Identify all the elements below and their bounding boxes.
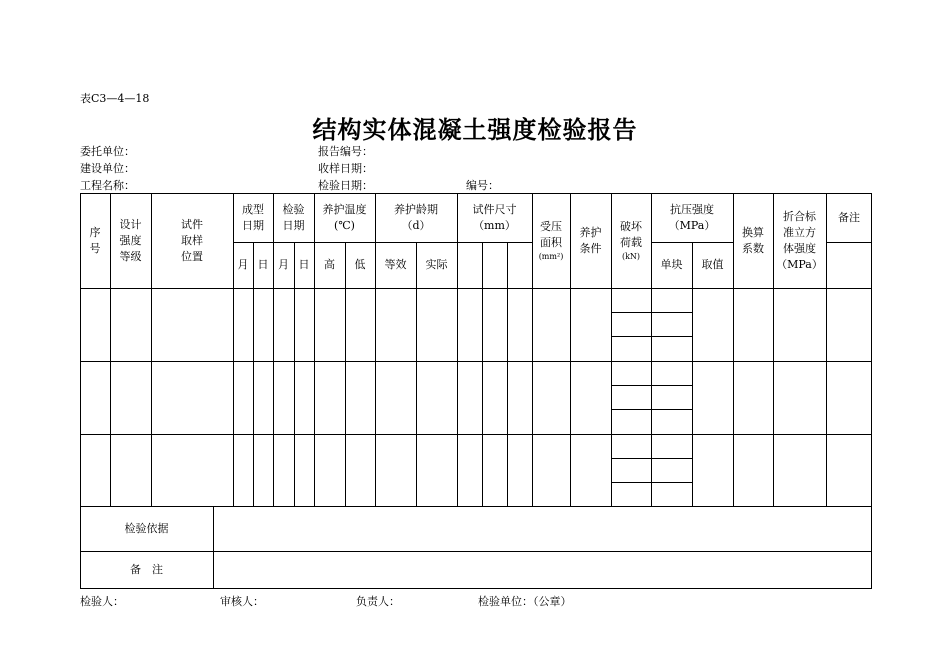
builder-label: 建设单位：	[80, 162, 135, 175]
header-remark: 备注	[838, 210, 860, 224]
header-standard-strength: 折合标 准立方 体强度 （MPa）	[776, 209, 823, 271]
header-compressive-strength: 抗压强度 （MPa）	[668, 202, 716, 232]
client-label: 委托单位：	[80, 145, 135, 158]
testing-unit-label: 检验单位：（公章）	[478, 595, 572, 608]
form-code: 表C3—4—18	[80, 92, 150, 105]
report-no-label: 报告编号：	[318, 145, 373, 158]
subheader-value: 取值	[701, 258, 724, 271]
receive-date-label: 收样日期：	[318, 162, 373, 175]
header-curing-age: 养护龄期 （d）	[394, 202, 438, 232]
header-compression-area: 受压 面积 (mm²)	[538, 219, 564, 261]
project-label: 工程名称：	[80, 179, 135, 192]
remark-field[interactable]	[213, 551, 871, 588]
remark-label: 备 注	[130, 562, 163, 576]
subheader-day: 日	[298, 258, 310, 271]
tester-label: 检验人：	[80, 595, 124, 608]
basis-field[interactable]	[213, 506, 871, 551]
subheader-day: 日	[257, 258, 269, 271]
header-test-date: 检验 日期	[282, 202, 305, 232]
header-seq: 序 号	[89, 225, 101, 255]
subheader-month: 月	[278, 258, 289, 271]
test-date-label: 检验日期：	[318, 179, 373, 192]
subheader-actual: 实际	[425, 258, 448, 271]
manager-label: 负责人：	[356, 595, 400, 608]
header-form-date: 成型 日期	[242, 202, 264, 232]
header-curing-condition: 养护 条件	[579, 225, 602, 255]
subheader-month: 月	[237, 258, 249, 271]
reviewer-label: 审核人：	[220, 595, 264, 608]
header-curing-temp: 养护温度 (℃)	[322, 202, 367, 232]
subheader-high: 高	[324, 258, 335, 271]
header-design-grade: 设计 强度 等级	[119, 217, 142, 263]
basis-label: 检验依据	[124, 521, 169, 535]
page-title: 结构实体混凝土强度检验报告	[312, 115, 638, 144]
header-specimen-size: 试件尺寸 （mm）	[472, 202, 517, 232]
subheader-low: 低	[354, 258, 366, 271]
header-sample-position: 试件 取样 位置	[181, 217, 203, 263]
subheader-equivalent: 等效	[384, 258, 407, 271]
header-break-load: 破坏 荷载 (kN)	[620, 219, 642, 261]
number-label: 编号：	[466, 179, 499, 192]
subheader-single: 单块	[660, 258, 683, 271]
header-conversion-factor: 换算 系数	[742, 225, 764, 255]
